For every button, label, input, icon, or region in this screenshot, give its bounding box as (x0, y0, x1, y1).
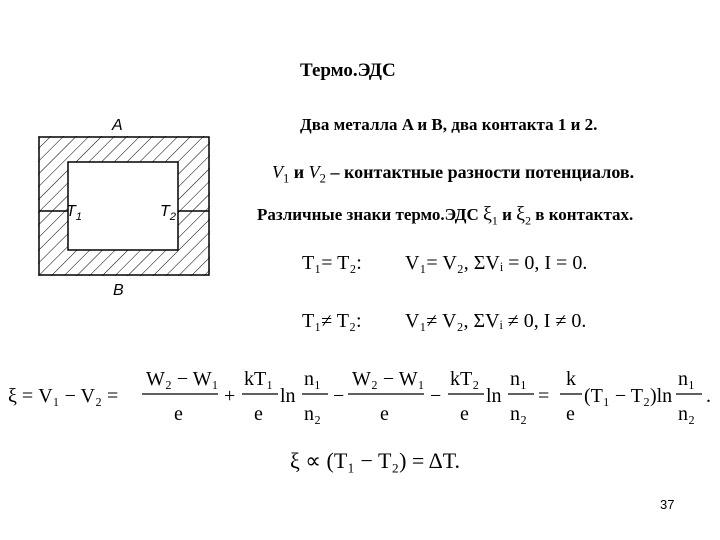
condition-2-left: T₁≠ T₂: (302, 310, 362, 332)
xi1-symbol: ξ (483, 203, 492, 225)
f8-numerator: n₁ (678, 368, 695, 390)
f6-denominator: n₂ (510, 403, 527, 425)
v2-subscript: 2 (319, 171, 326, 186)
t2-subscript: 2 (169, 211, 177, 224)
f4-numerator: W₂ − W₁ (352, 368, 425, 390)
formula-end-period: . (706, 385, 711, 407)
f5-denominator: e (460, 403, 469, 425)
ln-1: ln (280, 385, 296, 407)
f8-denominator: n₂ (678, 403, 695, 425)
minus-sign: − (333, 385, 345, 407)
t1-letter: T (66, 203, 76, 220)
metal-b-label: B (113, 282, 124, 299)
signs-pre-text: Различные знаки термо.ЭДС (257, 205, 483, 224)
xi1-subscript: 1 (491, 213, 498, 228)
proportionality-text: ξ ∝ (T₁ − T₂) = ΔT. (290, 448, 461, 473)
temperature-difference-term: (T₁ − T₂)ln (584, 385, 673, 407)
f5-numerator: kT₂ (450, 368, 480, 390)
f2-denominator: e (254, 403, 263, 425)
signs-line (257, 203, 633, 228)
f4-denominator: e (380, 403, 389, 425)
v1-symbol: V (272, 162, 283, 182)
plus-sign: + (224, 385, 236, 407)
signs-and-text: и (497, 205, 517, 224)
equals-sign: = (538, 385, 550, 407)
page-number: 37 (660, 497, 675, 512)
page-title: Термо.ЭДС (300, 60, 396, 81)
and-word: и (289, 162, 309, 182)
thermo-emf-formula (8, 362, 720, 430)
f2-numerator: kT₁ (244, 368, 274, 390)
t1-subscript: 1 (75, 211, 83, 224)
f1-numerator: W₂ − W₁ (146, 368, 219, 390)
formula-lhs: ξ = V₁ − V₂ = (8, 385, 119, 407)
f3-numerator: n₁ (304, 368, 321, 390)
condition-1-right: V₁= V₂, ΣVᵢ = 0, I = 0. (405, 252, 588, 274)
f6-numerator: n₁ (510, 368, 527, 390)
metal-a-label: A (112, 117, 123, 134)
t1-label (66, 203, 82, 223)
ln-2: ln (486, 385, 502, 407)
contact-potentials-line (272, 162, 634, 187)
metal-hatching (38, 136, 210, 276)
f1-denominator: e (174, 403, 183, 425)
signs-post-text: в контактах. (531, 205, 634, 224)
f3-denominator: n₂ (304, 403, 321, 425)
xi2-symbol: ξ (516, 203, 526, 225)
f7-numerator: k (566, 368, 576, 390)
condition-1-left: T₁= T₂: (302, 252, 362, 274)
xi2-subscript: 2 (525, 213, 532, 228)
condition-2-right: V₁≠ V₂, ΣVᵢ ≠ 0, I ≠ 0. (405, 310, 587, 332)
v1-subscript: 1 (283, 171, 290, 186)
minus-sign-2: − (430, 385, 442, 407)
metals-description: Два металла A и B, два контакта 1 и 2. (300, 115, 598, 134)
v2-symbol: V (308, 162, 320, 182)
f7-denominator: e (566, 403, 575, 425)
t2-letter: T (160, 203, 170, 220)
thermocouple-diagram (38, 136, 210, 276)
proportionality-formula (290, 444, 520, 478)
t2-label (160, 203, 176, 223)
contact-rest-text: – контактные разности потенциалов. (325, 162, 635, 182)
